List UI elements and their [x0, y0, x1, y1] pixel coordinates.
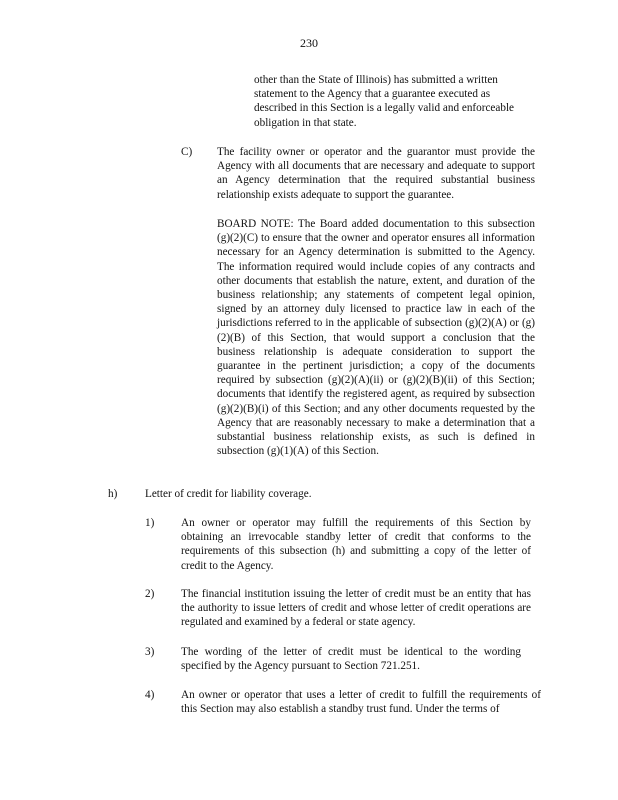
item-3-text: The wording of the letter of credit must be identical to the wording specified by the Agency pursuant to Section 721.251.	[181, 646, 521, 673]
subsection-c-label: C)	[181, 146, 193, 158]
section-h-label: h)	[108, 488, 118, 500]
subsection-c-text: The facility owner or operator and the guarantor must provide the Agency with all documents that are necessary and adequate to support an Agency determination that the required substantial business relationship exists adequate to support the guarantee.	[217, 146, 535, 201]
item-1-text: An owner or operator may fulfill the requirements of this Section by obtaining an irrevocable standby letter of credit that conforms to the requirements of this subsection (h) and submitting a copy of the letter of credit to the Agency.	[181, 517, 531, 572]
item-4-label: 4)	[145, 689, 155, 701]
item-4-text: An owner or operator that uses a letter of credit to fulfill the requirements of this Section may also establish a standby trust fund. Under the terms of	[181, 689, 541, 716]
item-3-label: 3)	[145, 646, 155, 658]
item-2-label: 2)	[145, 588, 155, 600]
section-h-title: Letter of credit for liability coverage.	[145, 488, 312, 500]
page-number: 230	[300, 36, 318, 50]
board-note: BOARD NOTE: The Board added documentation to this subsection (g)(2)(C) to ensure that the owner and operator ensures all information necessary for an Agency determination is submitted to the Agency. The information required would include copies of any contracts and other documents that establish the nature, extent, and duration of the business relationship; any statements of competent legal opinion, signed by an attorney duly licensed to practice law in each of the jurisdictions referred to in the applicable of subsection (g)(2)(A) or (g)(2)(B) of this Section, that would support a conclusion that the business relationship is adequate consideration to support the guarantee in the pertinent jurisdiction; a copy of the documents required by subsection (g)(2)(A)(ii) or (g)(2)(B)(ii) of this Section; documents that identify the registered agent, as required by subsection (g)(2)(B)(i) of this Section; and any other documents requested by the Agency that are reasonably necessary to make a determination that a substantial business relationship exists, as such is defined in subsection (g)(1)(A) of this Section.	[217, 218, 535, 458]
item-2-text: The financial institution issuing the letter of credit must be an entity that has the authority to issue letters of credit and whose letter of credit operations are regulated and examined by a federal or state agency.	[181, 588, 531, 629]
item-1-label: 1)	[145, 517, 155, 529]
continuation-paragraph: other than the State of Illinois) has submitted a written statement to the Agency that a guarantee executed as described in this Section is a legally valid and enforceable obligation in that state.	[254, 74, 515, 129]
